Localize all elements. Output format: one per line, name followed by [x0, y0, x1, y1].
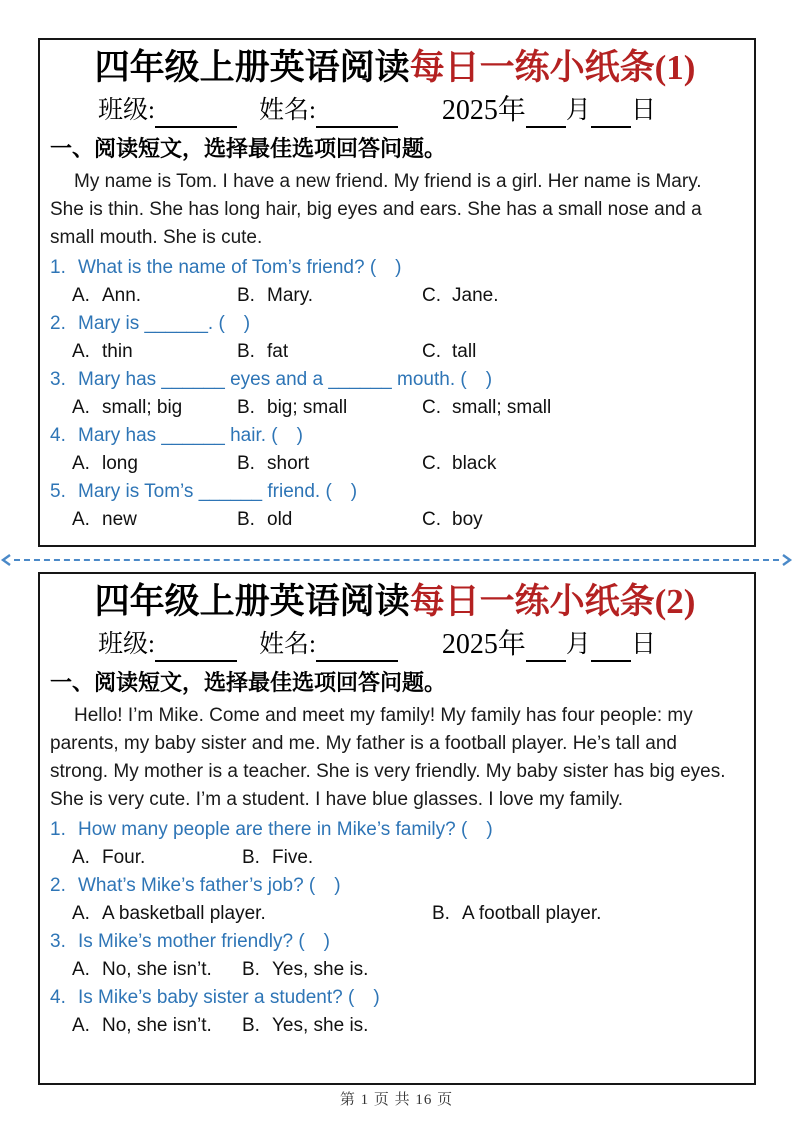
option-label: A. — [72, 341, 90, 362]
options-row — [50, 844, 740, 872]
option-item — [72, 1012, 242, 1040]
option-label: B. — [237, 285, 255, 306]
option-text: No, she isn’t. — [102, 1015, 212, 1036]
question-number: 5. — [50, 481, 66, 502]
day-blank-field — [591, 636, 631, 662]
option-label: B. — [237, 509, 255, 530]
page-title — [50, 578, 740, 626]
option-label: B. — [432, 903, 450, 924]
option-text: Five. — [272, 847, 314, 868]
option-text: Jane. — [452, 285, 499, 306]
option-label: A. — [72, 285, 90, 306]
option-item — [237, 506, 422, 534]
option-text: Yes, she is. — [272, 959, 369, 980]
class-label: 班级: — [98, 97, 155, 124]
question-3 — [50, 928, 740, 956]
class-blank-field — [155, 102, 237, 128]
question-number: 1. — [50, 819, 66, 840]
option-label: A. — [72, 959, 90, 980]
options-row — [50, 450, 740, 478]
title-black-part: 四年级上册英语阅读 — [94, 48, 410, 87]
option-text: tall — [452, 341, 477, 362]
month-blank-field — [526, 636, 566, 662]
divider-arrow-right-icon — [779, 553, 793, 567]
option-item — [72, 900, 432, 928]
date-month-label: 月 — [565, 97, 591, 124]
question-5 — [50, 478, 740, 506]
name-blank-field — [316, 636, 398, 662]
options-row — [50, 338, 740, 366]
option-label: A. — [72, 453, 90, 474]
question-4 — [50, 984, 740, 1012]
question-1 — [50, 254, 740, 282]
option-item — [432, 900, 740, 928]
divider-arrow-left-icon — [0, 553, 14, 567]
option-label: B. — [242, 1015, 260, 1036]
option-item — [422, 450, 740, 478]
option-item — [237, 394, 422, 422]
question-text: Is Mike’s baby sister a student? ( ) — [78, 987, 380, 1008]
options-row — [50, 394, 740, 422]
divider-dashed-line — [14, 559, 779, 561]
question-text: Mary has ______ eyes and a ______ mouth. ( ) — [78, 369, 493, 390]
options-row — [50, 956, 740, 984]
option-item — [422, 394, 740, 422]
option-text: long — [102, 453, 138, 474]
date-day-label: 日 — [630, 631, 656, 658]
question-number: 2. — [50, 875, 66, 896]
option-label: C. — [422, 397, 441, 418]
page-title — [50, 44, 740, 92]
option-text: A basketball player. — [102, 903, 266, 924]
page-footer: 第 1 页 共 16 页 — [339, 1092, 454, 1108]
option-item — [72, 282, 237, 310]
question-text: Mary is ______. ( ) — [78, 313, 251, 334]
option-label: B. — [237, 453, 255, 474]
option-item — [242, 956, 740, 984]
option-label: A. — [72, 397, 90, 418]
worksheet-card-2 — [38, 572, 756, 1085]
question-text: Mary is Tom’s ______ friend. ( ) — [78, 481, 358, 502]
option-item — [422, 506, 740, 534]
date-day-label: 日 — [630, 97, 656, 124]
option-label: B. — [242, 959, 260, 980]
option-label: C. — [422, 453, 441, 474]
reading-passage: Hello! I’m Mike. Come and meet my family! My family has four people: my parents, my baby sister and me. My father is a football player. He’s tall and strong. My mother is a teacher. She is very friendly. My baby sister has big eyes. She is very cute. I’m a student. I have blue glasses. I love my family. — [50, 705, 726, 810]
options-row — [50, 506, 740, 534]
option-label: B. — [242, 847, 260, 868]
option-text: No, she isn’t. — [102, 959, 212, 980]
student-info-row — [50, 94, 740, 128]
option-item — [237, 338, 422, 366]
date-year-label: 2025年 — [441, 95, 526, 126]
option-item — [72, 844, 242, 872]
option-text: thin — [102, 341, 133, 362]
question-2 — [50, 310, 740, 338]
name-label: 姓名: — [258, 631, 316, 658]
option-text: big; small — [267, 397, 348, 418]
option-label: C. — [422, 341, 441, 362]
name-blank-field — [316, 102, 398, 128]
question-text: How many people are there in Mike’s family? ( ) — [78, 819, 493, 840]
option-item — [237, 450, 422, 478]
option-label: C. — [422, 509, 441, 530]
option-text: fat — [267, 341, 289, 362]
student-info-row — [50, 628, 740, 662]
option-text: Ann. — [102, 285, 142, 306]
option-item — [72, 338, 237, 366]
name-label: 姓名: — [258, 97, 316, 124]
options-row — [50, 1012, 740, 1040]
option-text: black — [452, 453, 497, 474]
option-text: boy — [452, 509, 483, 530]
question-number: 4. — [50, 425, 66, 446]
option-item — [422, 338, 740, 366]
option-item — [242, 1012, 740, 1040]
class-blank-field — [155, 636, 237, 662]
title-black-part: 四年级上册英语阅读 — [94, 582, 410, 621]
options-row — [50, 900, 740, 928]
option-text: Four. — [102, 847, 146, 868]
instruction-heading: 一、阅读短文，选择最佳选项回答问题。 — [50, 136, 447, 161]
month-blank-field — [526, 102, 566, 128]
option-item — [72, 956, 242, 984]
option-item — [72, 506, 237, 534]
question-2 — [50, 872, 740, 900]
question-number: 2. — [50, 313, 66, 334]
section-divider — [0, 552, 793, 568]
options-row — [50, 282, 740, 310]
question-number: 1. — [50, 257, 66, 278]
day-blank-field — [591, 102, 631, 128]
question-number: 4. — [50, 987, 66, 1008]
option-text: Mary. — [267, 285, 314, 306]
option-label: A. — [72, 1015, 90, 1036]
question-text: Mary has ______ hair. ( ) — [78, 425, 303, 446]
option-item — [72, 394, 237, 422]
worksheet-card-1 — [38, 38, 756, 547]
option-label: B. — [237, 397, 255, 418]
question-text: What is the name of Tom’s friend? ( ) — [78, 257, 402, 278]
question-text: Is Mike’s mother friendly? ( ) — [78, 931, 330, 952]
date-year-label: 2025年 — [441, 629, 526, 660]
option-item — [237, 282, 422, 310]
option-item — [72, 450, 237, 478]
class-label: 班级: — [98, 631, 155, 658]
option-text: short — [267, 453, 310, 474]
option-text: small; big — [102, 397, 183, 418]
title-red-part: 每日一练小纸条(2) — [409, 582, 696, 621]
instruction-heading: 一、阅读短文，选择最佳选项回答问题。 — [50, 670, 447, 695]
option-label: A. — [72, 903, 90, 924]
option-text: old — [267, 509, 293, 530]
question-number: 3. — [50, 931, 66, 952]
question-3 — [50, 366, 740, 394]
option-item — [422, 282, 740, 310]
option-text: new — [102, 509, 137, 530]
question-1 — [50, 816, 740, 844]
question-text: What’s Mike’s father’s job? ( ) — [78, 875, 341, 896]
question-number: 3. — [50, 369, 66, 390]
option-item — [242, 844, 740, 872]
option-label: A. — [72, 509, 90, 530]
option-text: A football player. — [462, 903, 602, 924]
reading-passage: My name is Tom. I have a new friend. My friend is a girl. Her name is Mary. She is thin. She has long hair, big eyes and ears. She has a small nose and a small mouth. She is cute. — [50, 171, 702, 248]
question-4 — [50, 422, 740, 450]
title-red-part: 每日一练小纸条(1) — [409, 48, 696, 87]
option-text: small; small — [452, 397, 552, 418]
option-label: C. — [422, 285, 441, 306]
option-label: A. — [72, 847, 90, 868]
option-label: B. — [237, 341, 255, 362]
option-text: Yes, she is. — [272, 1015, 369, 1036]
date-month-label: 月 — [565, 631, 591, 658]
